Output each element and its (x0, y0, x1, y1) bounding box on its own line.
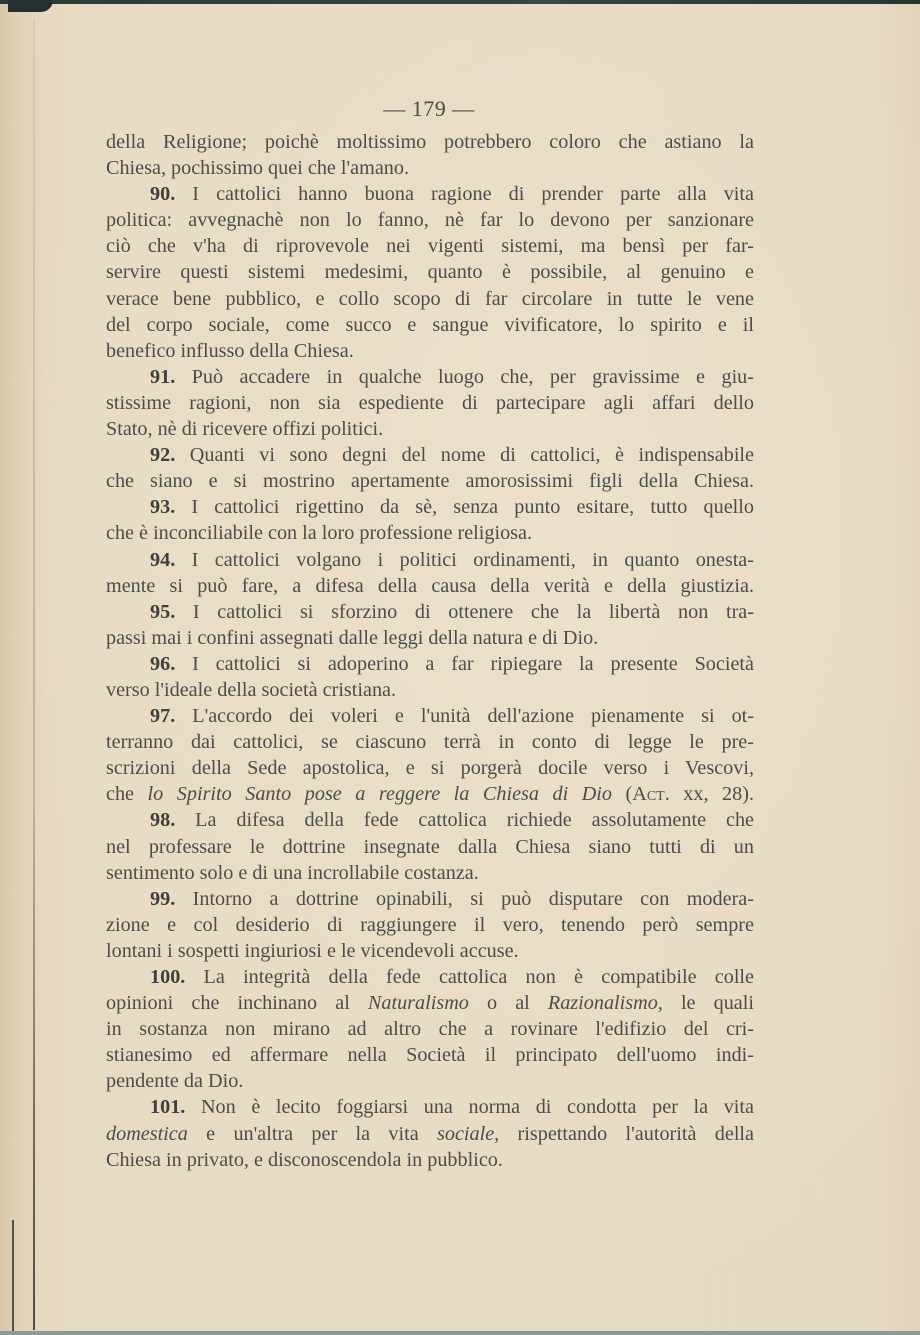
paragraph-number: 99. (150, 887, 176, 910)
text-line: domestica e un'altra per la vita sociale, rispettando l'autorità della (106, 1122, 755, 1145)
text-line: servire questi sistemi medesimi, quanto è possibile, al genuino e (106, 261, 754, 284)
text-line: 98. La difesa della fede cattolica richiede assolutamente che (150, 809, 754, 832)
paragraph-94 (106, 547, 754, 599)
text-line: opinioni che inchinano al Naturalismo o al Razionalismo, le quali (106, 992, 754, 1015)
text-line: verace bene pubblico, e collo scopo di far circolare in tutte le vene (106, 287, 754, 310)
paragraph-96 (106, 651, 754, 703)
paragraph-101 (106, 1094, 754, 1172)
text-line: 99. Intorno a dottrine opinabili, si può disputare con modera- (150, 887, 754, 910)
paragraph-number: 94. (150, 548, 176, 571)
italic-term: sociale, (437, 1122, 500, 1145)
paragraph-number: 96. (150, 652, 176, 675)
paragraph-92 (106, 442, 754, 494)
text-line: scrizioni della Sede apostolica, e si porgerà docile verso i Vescovi, (106, 757, 754, 780)
text-line: 94. I cattolici volgano i politici ordinamenti, in quanto onesta- (150, 548, 754, 571)
text-line: nel professare le dottrine insegnate dalla Chiesa siano tutti di un (106, 835, 754, 858)
italic-term: Naturalismo (367, 992, 469, 1015)
text-line: benefico influsso della Chiesa. (106, 339, 354, 362)
italic-quote: lo Spirito Santo pose a reggere la Chiesa di Dio (147, 783, 613, 806)
text-line: Chiesa, pochissimo quei che l'amano. (106, 157, 410, 180)
text-line: 95. I cattolici si sforzino di ottenere che la libertà non tra- (150, 600, 754, 623)
citation: Act. (632, 783, 670, 806)
text-line: stissime ragioni, non sia espediente di partecipare agli affari dello (106, 391, 754, 414)
text-line: della Religione; poichè moltissimo potrebbero coloro che astiano la (106, 131, 754, 153)
paragraph-100 (106, 964, 754, 1094)
text-line: che lo Spirito Santo pose a reggere la Chiesa di Dio (Act. xx, 28). (106, 783, 755, 806)
binding-gutter (33, 20, 35, 1330)
paragraph-continuation (106, 129, 754, 181)
text-line: 90. I cattolici hanno buona ragione di prender parte alla vita (150, 183, 754, 206)
text-line: stianesimo ed affermare nella Società il principato dell'uomo indi- (106, 1044, 754, 1067)
text-line: Chiesa in privato, e disconoscendola in pubblico. (106, 1148, 503, 1171)
text-line: che siano e si mostrino apertamente amorosissimi figli della Chiesa. (106, 470, 754, 493)
paragraph-number: 101. (150, 1096, 186, 1119)
text-line: Stato, nè di ricevere offizi politici. (106, 418, 384, 441)
text-line: terranno dai cattolici, se ciascuno terrà in conto di legge le pre- (106, 731, 754, 754)
italic-term: domestica (106, 1122, 188, 1145)
body-text (106, 129, 754, 1173)
text-line: 100. La integrità della fede cattolica non è compatibile colle (150, 966, 754, 988)
paragraph-97 (106, 703, 754, 807)
text-line: ciò che v'ha di riprovevole nei vigenti sistemi, ma bensì per far- (106, 235, 754, 258)
text-line: 97. L'accordo dei voleri e l'unità dell'azione pienamente si ot- (150, 705, 754, 728)
paragraph-number: 90. (150, 183, 176, 206)
text-line: sentimento solo e di una incrollabile costanza. (106, 861, 479, 884)
text-line: del corpo sociale, come succo e sangue vivificatore, lo spirito e il (106, 313, 754, 336)
paragraph-95 (106, 599, 754, 651)
paragraph-number: 100. (150, 966, 186, 988)
paragraph-number: 91. (150, 365, 176, 388)
paragraph-number: 95. (150, 600, 176, 623)
text-line: 93. I cattolici rigettino da sè, senza punto esitare, tutto quello (150, 496, 754, 519)
page-bottom-edge (0, 1331, 920, 1335)
paragraph-91 (106, 364, 754, 442)
text-line: politica: avvegnachè non lo fanno, nè far lo devono per sanzionare (106, 209, 754, 232)
text-line: 92. Quanti vi sono degni del nome di cattolici, è indispensabile (150, 444, 754, 467)
text-line: 101. Non è lecito foggiarsi una norma di condotta per la vita (150, 1096, 754, 1119)
text-line: zione e col desiderio di raggiungere il vero, tenendo però sempre (106, 913, 754, 936)
text-line: verso l'ideale della società cristiana. (106, 678, 397, 701)
paragraph-99 (106, 886, 754, 964)
binding-edge (12, 1220, 14, 1335)
text-line: 96. I cattolici si adoperino a far ripiegare la presente Società (150, 652, 754, 675)
text-line: pendente da Dio. (106, 1070, 244, 1093)
text-line: 91. Può accadere in qualche luogo che, per gravissime e giu- (150, 365, 754, 388)
page-top-edge (0, 0, 920, 4)
text-line: che è inconciliabile con la loro professione religiosa. (106, 522, 533, 545)
text-line: passi mai i confini assegnati dalle leggi della natura e di Dio. (106, 626, 599, 649)
paragraph-98 (106, 807, 754, 885)
page-number: — 179 — (383, 96, 475, 121)
italic-term: Razionalismo, (547, 992, 663, 1015)
paragraph-90 (106, 181, 754, 364)
text-line: mente si può fare, a difesa della causa della verità e della giustizia. (106, 574, 754, 597)
paragraph-number: 93. (150, 496, 176, 519)
text-line: in sostanza non mirano ad altro che a rovinare l'edifizio del cri- (106, 1018, 754, 1041)
binding-corner (8, 0, 53, 12)
text-line: lontani i sospetti ingiuriosi e le vicendevoli accuse. (106, 939, 519, 962)
paragraph-93 (106, 494, 754, 546)
paragraph-number: 98. (150, 809, 176, 832)
paragraph-number: 92. (150, 444, 176, 467)
paragraph-number: 97. (150, 705, 176, 728)
